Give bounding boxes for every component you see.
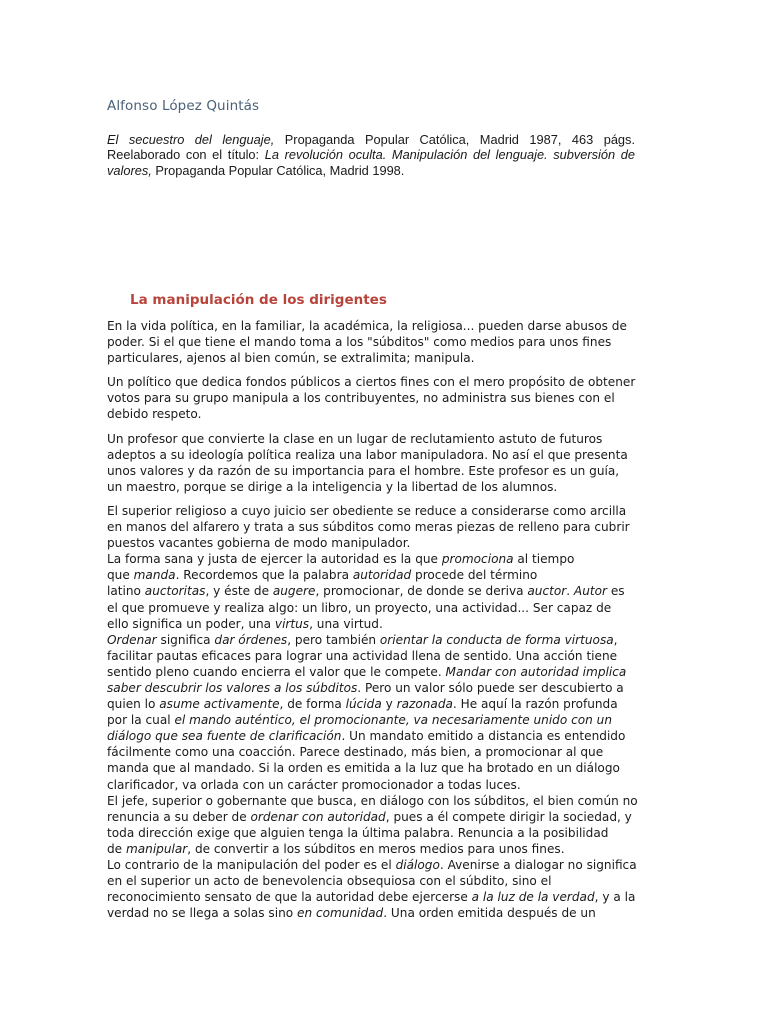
- paragraph-4: El superior religioso a cuyo juicio ser obediente se reduce a considerarse como arcilla en manos del alfarero y trata a sus súbditos como meras piezas de relleno para cubrir puestos vacantes gobierna de modo manipulador. La forma sana y justa de ejercer la autoridad es la que promociona al tiempo que manda. Recordemos que la palabra autoridad procede del término latino auctoritas, y éste de augere, promocionar, de donde se deriva auctor. Autor es el que promueve y realiza algo: un libro, un proyecto, una actividad... Ser capaz de ello significa un poder, una virtus, una virtud. Ordenar significa dar órdenes, pero también orientar la conducta de forma virtuosa, facilitar pautas eficaces para lograr una actividad llena de sentido. Una acción tiene sentido pleno cuando encierra el valor que le compete. Mandar con autoridad implica saber descubrir los valores a los súbditos. Pero un valor sólo puede ser descubierto a quien lo asume activamente, de forma lúcida y razonada. He aquí la razón profunda por la cual el mando auténtico, el promocionante, va necesariamente unido con un diálogo que sea fuente de clarificación. Un mandato emitido a distancia es entendido fácilmente como una coacción. Parece destinado, más bien, a promocionar al que manda que al mandado. Si la orden es emitida a la luz que ha brotado en un diálogo clarificador, va orlada con un carácter promocionador a todas luces. El jefe, superior o gobernante que busca, en diálogo con los súbditos, el bien común no renuncia a su deber de ordenar con autoridad, pues a él compete dirigir la sociedad, y toda dirección exige que alguien tenga la última palabra. Renuncia a la posibilidad de manipular, de convertir a los súbditos en meros medios para unos fines. Lo contrario de la manipulación del poder es el diálogo. Avenirse a dialogar no significa en el superior un acto de benevolencia obsequiosa con el súbdito, sino el reconocimiento sensato de que la autoridad debe ejercerse a la luz de la verdad, y a la verdad no se llega a solas sino en comunidad. Una orden emitida después de un: [107, 503, 638, 921]
- document-header: [107, 98, 635, 178]
- book-title-revised: La revolución oculta. Manipulación del lenguaje. subversión de valores,: [107, 147, 636, 178]
- paragraph-3: Un profesor que convierte la clase en un lugar de reclutamiento astuto de futuros adeptos a su ideología política realiza una labor manipuladora. No así el que presenta unos valores y da razón de su importancia para el hombre. Este profesor es un guía, un maestro, porque se dirige a la inteligencia y la libertad de los alumnos.: [107, 431, 628, 494]
- author-name: Alfonso López Quintás: [107, 98, 260, 114]
- book-title-original: El secuestro del lenguaje,: [107, 132, 275, 147]
- bibliographic-reference: El secuestro del lenguaje, Propaganda Popular Católica, Madrid 1987, 463 págs. Reelaborado con el título: La revolución oculta. Manipulación del lenguaje. subversión de valores, Propaganda Popular Católica, Madrid 1998.: [107, 132, 636, 178]
- article-body: [107, 318, 638, 921]
- paragraph-2: Un político que dedica fondos públicos a ciertos fines con el mero propósito de obtener votos para su grupo manipula a los contribuyentes, no administra sus bienes con el debido respeto.: [107, 375, 636, 422]
- section-title: La manipulación de los dirigentes: [130, 292, 387, 308]
- paragraph-1: En la vida política, en la familiar, la académica, la religiosa... pueden darse abusos de poder. Si el que tiene el mando toma a los "súbditos" como medios para unos fines particulares, ajenos al bien común, se extralimita; manipula.: [107, 319, 627, 366]
